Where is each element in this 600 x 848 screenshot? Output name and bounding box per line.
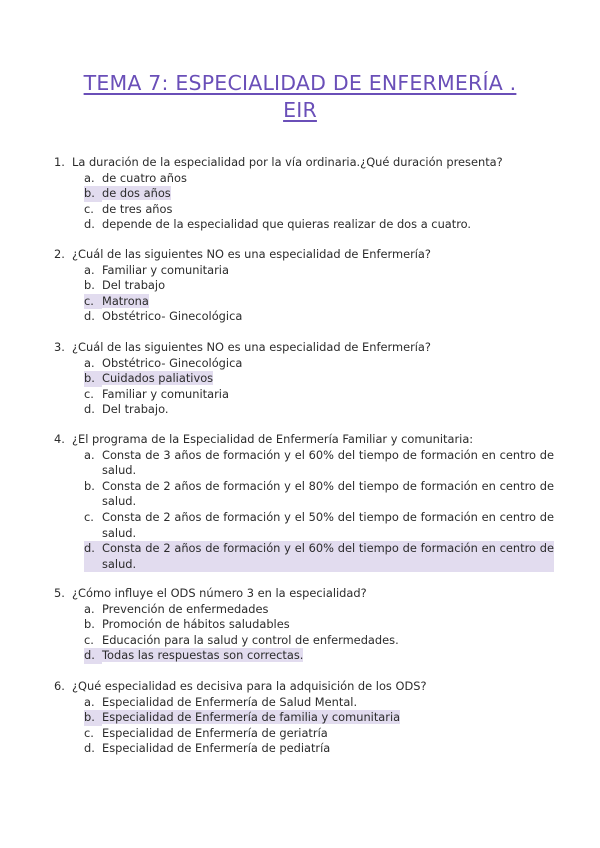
option-letter: b. <box>84 478 95 493</box>
option-c <box>84 510 554 541</box>
option-c <box>84 726 554 742</box>
option-letter: d. <box>84 541 102 572</box>
option-text <box>102 309 554 325</box>
option-text <box>102 710 554 726</box>
option-text: Consta de 2 años de formación y el 80% del tiempo de formación en centro de salud. <box>102 478 554 509</box>
correct-answer-highlight: Cuidados paliativos <box>102 371 214 386</box>
question-number: 1. <box>54 155 65 169</box>
option-label: de tres años <box>102 201 173 216</box>
option-label: Obstétrico- Ginecológica <box>102 309 243 324</box>
option-text: Consta de 2 años de formación y el 50% del tiempo de formación en centro de salud. <box>102 509 554 540</box>
option-text <box>102 602 554 618</box>
option-letter: a. <box>84 170 95 185</box>
option-a <box>84 448 554 479</box>
option-letter: d. <box>84 309 95 324</box>
option-letter: d. <box>84 741 95 756</box>
option-letter: b. <box>84 710 102 726</box>
title-line-2: EIR <box>283 98 317 122</box>
option-label: de cuatro años <box>102 170 187 185</box>
option-d <box>84 741 554 757</box>
option-label: Obstétrico- Ginecológica <box>102 355 243 370</box>
option-text <box>102 402 554 418</box>
option-text <box>102 202 554 218</box>
option-a <box>84 171 554 187</box>
correct-answer-highlight: Matrona <box>102 293 149 308</box>
option-label: Familiar y comunitaria <box>102 262 229 277</box>
question-number: 4. <box>54 432 65 446</box>
option-letter: c. <box>84 201 94 216</box>
option-letter: a. <box>84 601 95 616</box>
option-letter: a. <box>84 262 95 277</box>
option-text <box>102 171 554 187</box>
option-text <box>102 278 554 294</box>
option-letter: d. <box>84 217 95 232</box>
question-number: 6. <box>54 679 65 693</box>
option-letter: d. <box>84 402 95 417</box>
option-text <box>102 356 554 372</box>
option-label: Especialidad de Enfermería de geriatría <box>102 725 328 740</box>
option-letter: c. <box>84 294 102 310</box>
option-a <box>84 695 554 711</box>
option-text <box>102 263 554 279</box>
option-label: Promoción de hábitos saludables <box>102 617 290 632</box>
option-text <box>102 695 554 711</box>
correct-answer-highlight: de dos años <box>102 186 171 201</box>
title-line-1: TEMA 7: ESPECIALIDAD DE ENFERMERÍA . <box>83 71 517 95</box>
question-1 <box>54 155 554 233</box>
option-b <box>84 617 554 633</box>
option-text <box>102 186 554 202</box>
option-d <box>84 648 554 664</box>
option-c <box>84 387 554 403</box>
option-label: Del trabajo <box>102 278 166 293</box>
question-number: 2. <box>54 247 65 261</box>
option-a <box>84 263 554 279</box>
option-letter: d. <box>84 648 102 664</box>
option-d <box>84 309 554 325</box>
option-letter: c. <box>84 509 94 524</box>
option-letter: c. <box>84 386 94 401</box>
option-a <box>84 602 554 618</box>
question-text: ¿Cómo influye el ODS número 3 en la especialidad? <box>72 586 367 600</box>
option-b <box>84 278 554 294</box>
option-label: depende de la especialidad que quieras realizar de dos a cuatro. <box>102 217 472 232</box>
option-label: Familiar y comunitaria <box>102 386 229 401</box>
option-c <box>84 633 554 649</box>
option-d <box>84 541 554 572</box>
option-letter: a. <box>84 355 95 370</box>
option-letter: c. <box>84 725 94 740</box>
option-b <box>84 479 554 510</box>
option-label: Educación para la salud y control de enfermedades. <box>102 632 399 647</box>
option-letter: b. <box>84 278 95 293</box>
question-text: ¿Cuál de las siguientes NO es una especialidad de Enfermería? <box>72 340 431 354</box>
correct-answer-highlight: Todas las respuestas son correctas. <box>102 648 304 663</box>
option-label: Especialidad de Enfermería de Salud Mental. <box>102 694 358 709</box>
question-4 <box>54 432 554 572</box>
correct-answer-highlight: Consta de 2 años de formación y el 60% del tiempo de formación en centro de salud. <box>102 541 554 571</box>
option-b <box>84 186 554 202</box>
option-text <box>102 617 554 633</box>
question-2 <box>54 247 554 325</box>
option-b <box>84 371 554 387</box>
option-d <box>84 402 554 418</box>
option-text: Consta de 3 años de formación y el 60% del tiempo de formación en centro de salud. <box>102 447 554 478</box>
option-letter: b. <box>84 371 102 387</box>
option-letter: c. <box>84 632 94 647</box>
option-b <box>84 710 554 726</box>
page-title <box>0 70 600 124</box>
question-text: ¿Cuál de las siguientes NO es una especialidad de Enfermería? <box>72 247 431 261</box>
option-letter: b. <box>84 186 102 202</box>
question-number: 5. <box>54 586 65 600</box>
question-number: 3. <box>54 340 65 354</box>
option-label: Prevención de enfermedades <box>102 601 269 616</box>
option-a <box>84 356 554 372</box>
option-text <box>102 633 554 649</box>
option-text <box>102 648 554 664</box>
option-text <box>102 371 554 387</box>
option-text <box>102 294 554 310</box>
option-label: Especialidad de Enfermería de pediatría <box>102 741 331 756</box>
option-text <box>102 387 554 403</box>
option-label: Del trabajo. <box>102 402 169 417</box>
option-d <box>84 217 554 233</box>
correct-answer-highlight: Especialidad de Enfermería de familia y comunitaria <box>102 710 401 725</box>
question-text: La duración de la especialidad por la vía ordinaria.¿Qué duración presenta? <box>72 155 503 169</box>
option-letter: b. <box>84 617 95 632</box>
question-3 <box>54 340 554 418</box>
option-text <box>102 741 554 757</box>
option-c <box>84 202 554 218</box>
question-5 <box>54 586 554 664</box>
option-text <box>102 217 554 233</box>
question-text: ¿El programa de la Especialidad de Enfermería Familiar y comunitaria: <box>72 432 474 446</box>
option-text <box>102 726 554 742</box>
option-c <box>84 294 554 310</box>
question-text: ¿Qué especialidad es decisiva para la adquisición de los ODS? <box>72 679 427 693</box>
question-6 <box>54 679 554 757</box>
option-letter: a. <box>84 447 95 462</box>
option-letter: a. <box>84 694 95 709</box>
